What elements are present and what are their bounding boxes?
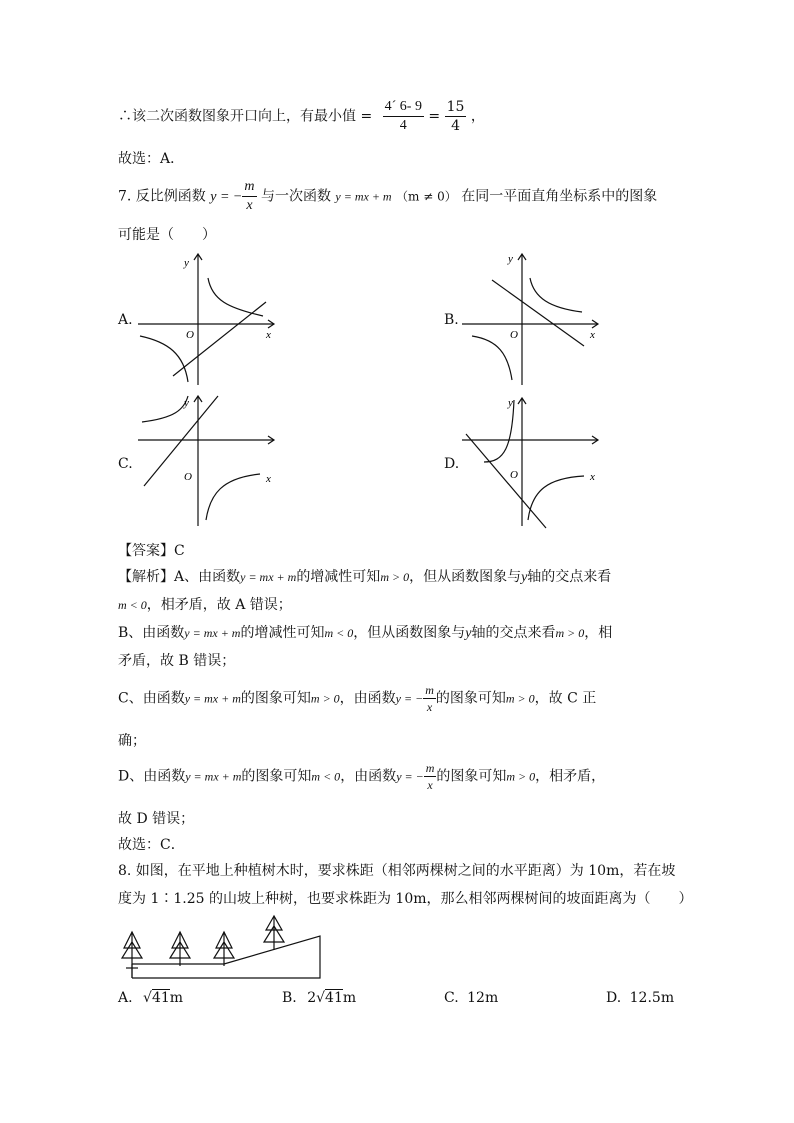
fraction-denominator: x (426, 700, 433, 714)
choice-text: 12.5m (629, 990, 675, 1006)
analysis-pick: 故选：C． (118, 837, 185, 853)
analysis-text: 轴的交点来看 (471, 625, 556, 641)
question-8-line2: 度为 1∶1.25 的山坡上种树，也要求株距为 10m，那么相邻两棵树间的坡面距离为（ ） (118, 891, 693, 907)
analysis-text: B、由函数 (118, 625, 185, 641)
y-axis-label: y (184, 397, 189, 409)
q7-text-2: 与一次函数 (260, 188, 331, 205)
analysis-text: 的增减性可知 (296, 569, 381, 585)
fraction-denominator: 4 (399, 118, 407, 133)
choice-text: 12m (467, 990, 499, 1006)
tree-icon (122, 932, 142, 978)
fraction-numerator: 15 (446, 99, 465, 115)
tree-icon (264, 916, 284, 950)
question-8-line1: 8. 如图，在平地上种植树木时，要求株距（相邻两棵树之间的水平距离）为 10m，若在坡 (118, 863, 676, 879)
q7-condition: （m ≠ 0） (396, 189, 457, 204)
analysis-line-a1 (118, 566, 611, 586)
question-7-stem-line2: 可能是（ ） (118, 227, 216, 243)
analysis-line-c1 (118, 684, 596, 713)
origin-label: O (510, 329, 518, 341)
x-axis-label: x (590, 329, 595, 341)
condition: m < 0 (311, 769, 341, 784)
tree-icon (214, 932, 234, 966)
y-symbol: y (521, 570, 528, 585)
analysis-line-b2: 矛盾，故 B 错误； (118, 653, 236, 669)
analysis-line-a2 (118, 594, 292, 614)
analysis-line-d2: 故 D 错误； (118, 811, 195, 827)
choice-label: D. (606, 990, 622, 1006)
answer-line: 【答案】C (118, 543, 185, 559)
radicand: 41 (151, 990, 170, 1006)
fraction (424, 762, 437, 791)
sqrt-expression: 2√41m (307, 990, 357, 1006)
radicand: 41 (325, 990, 343, 1006)
unit: m (342, 990, 357, 1006)
question-7-stem (118, 180, 657, 213)
fraction-denominator: x (246, 198, 253, 213)
x-axis-label: x (266, 473, 271, 485)
analysis-line-d1 (118, 762, 605, 791)
tree-icon (170, 932, 190, 966)
fraction-numerator: m (425, 761, 435, 775)
q8-choice-c[interactable] (444, 990, 498, 1006)
min-value-prefix: ∴该二次函数图象开口向上，有最小值 = (118, 108, 373, 125)
fraction-result (445, 100, 467, 133)
analysis-text: D、由函数 (118, 768, 186, 785)
analysis-line-c2: 确； (118, 733, 146, 749)
solution-line-min-value (118, 100, 485, 133)
y-axis-label: y (184, 257, 189, 269)
option-c-label: C. (118, 456, 133, 472)
q8-choice-a[interactable] (118, 990, 183, 1006)
linear-func: y = mx + m (240, 570, 297, 584)
q8-choice-b[interactable] (282, 990, 356, 1006)
q7-fraction (242, 180, 256, 213)
linear-func: y = mx + m (184, 626, 241, 640)
option-d-graph (462, 394, 612, 534)
analysis-text: ，但从函数图象与 (409, 569, 522, 585)
analysis-text: 的图象可知 (435, 690, 506, 707)
linear-func: y = mx + m (184, 691, 241, 706)
option-a-graph (138, 250, 288, 390)
fraction-numerator: m (425, 683, 434, 697)
condition: m > 0 (310, 691, 340, 706)
x-axis-label: x (266, 329, 271, 341)
analysis-text: 的图象可知 (240, 690, 311, 707)
condition: m < 0 (324, 626, 354, 640)
fraction-denominator: 4 (451, 118, 460, 134)
inverse-func: y = − (396, 769, 424, 784)
option-a-label: A. (118, 312, 133, 328)
analysis-text: C、由函数 (118, 690, 185, 707)
analysis-text: 的增减性可知 (240, 625, 325, 641)
analysis-text: ，由函数 (339, 690, 396, 707)
y-symbol: y (465, 626, 472, 641)
condition: m > 0 (505, 691, 535, 706)
q7-inverse-func: y = − (210, 189, 243, 205)
analysis-text: 的图象可知 (436, 768, 507, 785)
fraction-denominator: x (427, 778, 433, 792)
equals-sign: = (428, 108, 441, 125)
y-axis-label: y (508, 253, 513, 265)
fraction (423, 684, 436, 713)
q7-linear-func: y = mx + m (335, 189, 392, 204)
comma: ， (470, 108, 485, 125)
analysis-text: 【解析】A、由函数 (118, 569, 241, 585)
analysis-text: ，但从函数图象与 (353, 625, 466, 641)
q8-choice-d[interactable] (606, 990, 674, 1006)
option-b-graph (462, 250, 612, 390)
origin-label: O (186, 329, 194, 341)
fraction-numerator: m (242, 180, 256, 197)
analysis-line-b1 (118, 622, 612, 642)
x-axis-label: x (590, 471, 595, 483)
fraction-min-expr (383, 100, 424, 133)
option-c-graph (138, 394, 288, 534)
linear-func: y = mx + m (185, 769, 242, 784)
inverse-func: y = − (395, 691, 424, 706)
choice-line-a: 故选：A． (118, 151, 185, 167)
coefficient: 2 (307, 990, 317, 1006)
analysis-text: 的图象可知 (241, 768, 312, 785)
choice-label: C. (444, 990, 459, 1006)
origin-label: O (510, 469, 518, 481)
condition: m > 0 (380, 570, 410, 584)
analysis-text: ，相矛盾，故 A 错误； (146, 597, 292, 613)
analysis-text: 轴的交点来看 (527, 569, 612, 585)
q7-text-3: 在同一平面直角坐标系中的图象 (461, 188, 658, 205)
fraction-numerator: 4´ 6- 9 (383, 100, 424, 117)
analysis-text: ，故 C 正 (534, 690, 597, 707)
analysis-text: ，相矛盾， (535, 768, 606, 785)
option-d-label: D. (444, 456, 460, 472)
option-b-label: B. (444, 312, 459, 328)
origin-label: O (184, 471, 192, 483)
choice-label: B. (282, 990, 297, 1006)
slope-trees-figure (118, 914, 328, 984)
analysis-text: ，相 (584, 625, 613, 641)
choice-label: A. (118, 990, 133, 1006)
q7-text-1: 7. 反比例函数 (118, 188, 206, 205)
condition: m > 0 (555, 626, 585, 640)
condition: m < 0 (118, 598, 147, 612)
y-axis-label: y (508, 397, 513, 409)
unit: m (169, 990, 184, 1006)
sqrt-expression: √41m (143, 990, 184, 1006)
condition: m > 0 (506, 769, 536, 784)
analysis-text: ，由函数 (340, 768, 397, 785)
